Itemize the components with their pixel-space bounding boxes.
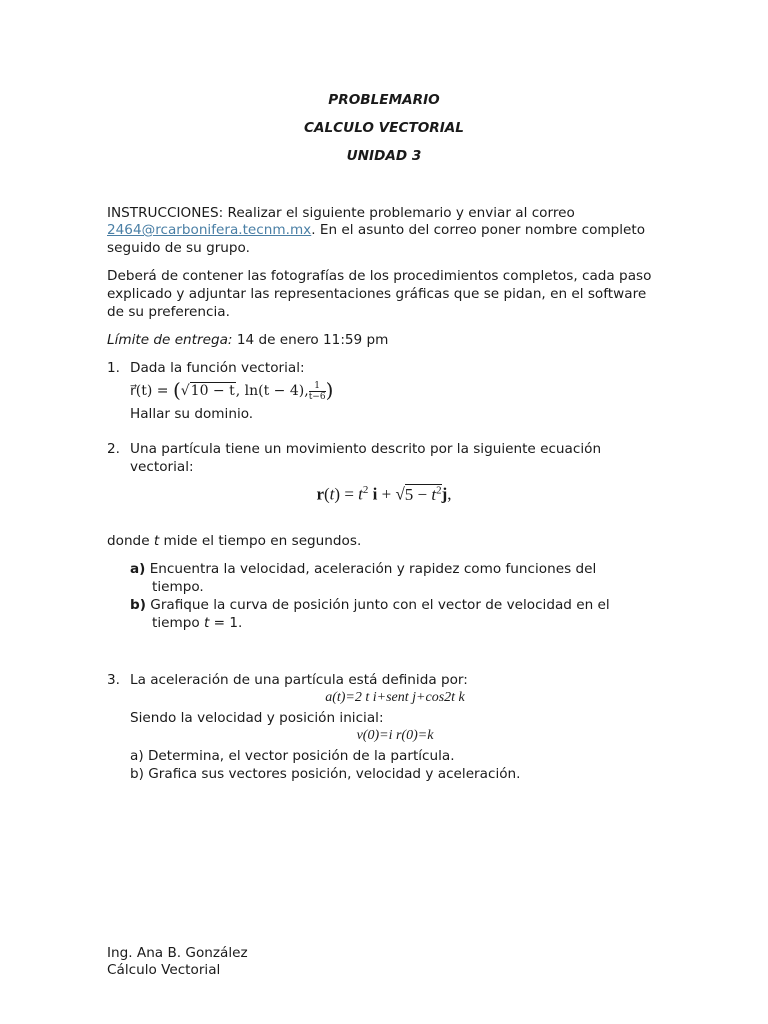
problem-3-equation-2: v(0)=i r(0)=k: [356, 728, 434, 743]
document-title: PROBLEMARIO: [328, 92, 440, 108]
problem-1-text-2: Hallar su dominio.: [130, 406, 254, 422]
formula-1-fraction: $\frac{1}{t-6}$: [308, 380, 326, 402]
problem-2-line-1: Una partícula tiene un movimiento descrito por la siguiente ecuación: [130, 441, 602, 457]
problem-3-number: 3.: [107, 672, 120, 688]
item-a-label: a): [130, 561, 146, 577]
paragraph-line-1: Deberá de contener las fotografías de los procedimientos completos, cada paso: [107, 268, 652, 284]
deadline-value: 14 de enero 11:59 pm: [232, 332, 389, 348]
instructions-line-1: INSTRUCCIONES: Realizar el siguiente problemario y enviar al correo: [107, 205, 575, 221]
deadline-label: Límite de entrega:: [107, 332, 233, 348]
problem-2-item-a: a) Encuentra la velocidad, aceleración y rapidez como funciones del: [130, 561, 597, 577]
problem-2-item-b: b) Grafique la curva de posición junto con el vector de velocidad en el: [130, 597, 610, 613]
instructions-line-2: [107, 222, 645, 238]
instructions-line-2-text: . En el asunto del correo poner nombre completo: [311, 222, 646, 238]
document-subject: CALCULO VECTORIAL: [304, 120, 464, 136]
formula-1-sqrt: 10 − t: [190, 383, 235, 399]
problem-3-equation-1: a(t)=2 t i+sent j+cos2t k: [325, 690, 465, 705]
email-link[interactable]: 2464@rcarbonifera.tecnm.mx: [107, 222, 312, 238]
paragraph-line-2: explicado y adjuntar las representaciones gráficas que se pidan, en el software: [107, 286, 647, 302]
deadline: [107, 332, 388, 348]
formula-1-ln: , ln(t − 4),: [235, 383, 309, 399]
footer-name: Ing. Ana B. González: [107, 945, 248, 961]
item-b-label: b): [130, 597, 146, 613]
problem-2-item-b-cont: tiempo t = 1.: [152, 615, 243, 631]
instructions-line-3: seguido de su grupo.: [107, 240, 250, 256]
paragraph-line-3: de su preferencia.: [107, 304, 230, 320]
footer-course: Cálculo Vectorial: [107, 962, 221, 978]
problem-1-text: Dada la función vectorial:: [130, 360, 305, 376]
document-unit: UNIDAD 3: [346, 148, 422, 164]
problem-3-item-b: b) Grafica sus vectores posición, velocidad y aceleración.: [130, 766, 521, 782]
problem-1-formula: r⃗(t) = (√10 − t, ln(t − 4), $\frac{1}{t-6}$ ): [130, 378, 334, 402]
problem-3-line-1: La aceleración de una partícula está definida por:: [130, 672, 468, 688]
problem-2-item-a-cont: tiempo.: [152, 579, 204, 595]
problem-1-number: 1.: [107, 360, 120, 376]
problem-2-line-2: vectorial:: [130, 459, 194, 475]
problem-2-after: donde t mide el tiempo en segundos.: [107, 533, 362, 549]
formula-1-lhs: r⃗(t) =: [130, 383, 173, 399]
problem-2-number: 2.: [107, 441, 120, 457]
problem-3-line-2: Siendo la velocidad y posición inicial:: [130, 710, 384, 726]
problem-3-item-a: a) Determina, el vector posición de la partícula.: [130, 748, 455, 764]
problem-2-equation: $r(t) = t^2$ $i + √5 - t^2j$,: [316, 484, 452, 504]
